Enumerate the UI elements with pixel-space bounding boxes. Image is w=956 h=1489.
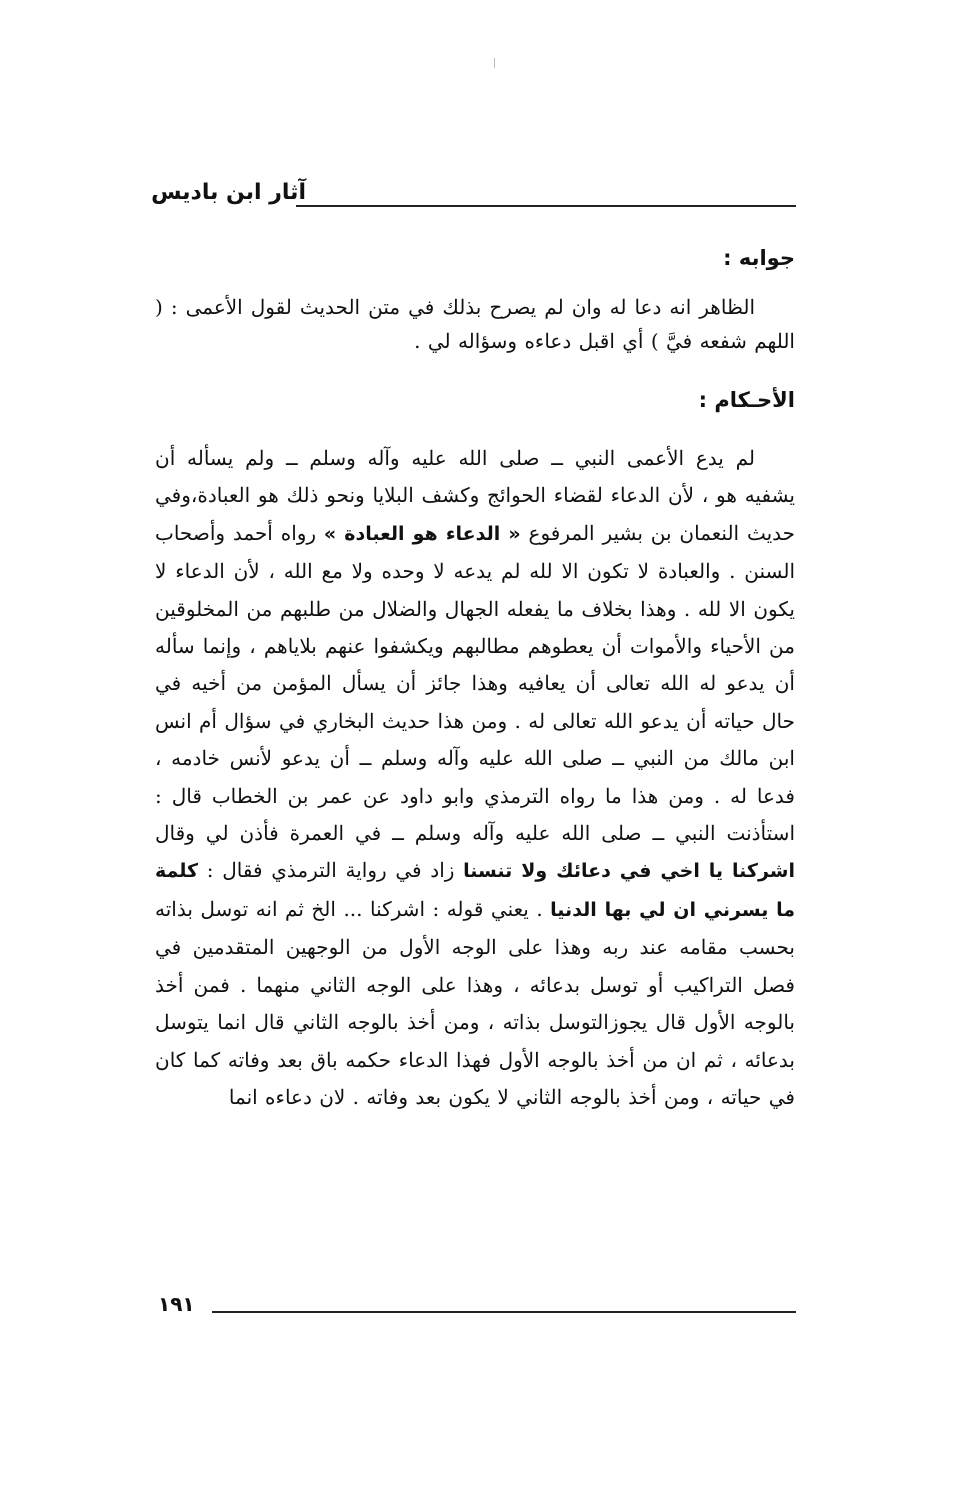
rulings-text-4: . يعني قوله : اشركنا ... الخ ثم انه توسل بذاته بحسب مقامه عند ربه وهذا على الوجه الأول من الوجهين المتقدمين في فصل التراكيب أو توسل بدعائه ، وهذا على الوجه الثاني منهما . فمن أخذ بالوجه الأول قال يجوزالتوسل بذاته ، ومن أخذ بالوجه الثاني قال انما يتوسل بدعائه ، ثم ان من أخذ بالوجه الأول فهذا الدعاء حكمه باق بعد وفاته كما كان في حياته ، ومن أخذ بالوجه الثاني لا يكون بعد وفاته . لان دعاءه انما <box>155 896 795 1109</box>
page-body <box>155 238 795 1116</box>
rulings-text-1: لم يدع الأعمى النبي ــ صلى الله عليه وآله وسلم ــ ولم يسأله أن يشفيه هو ، لأن الدعاء لقضاء الحوائج وكشف البلايا ونحو ذلك هو العبادة،وفي حديث النعمان بن بشير المرفوع <box>155 446 796 545</box>
answer-heading: جوابه : <box>723 246 795 270</box>
page-header <box>150 178 796 212</box>
rulings-text-3: زاد في رواية الترمذي فقال : <box>198 858 464 883</box>
bold-phrase-2: كلمة ما يسرني ان لي بها الدنيا <box>155 860 795 921</box>
page-footer <box>150 1290 796 1320</box>
answer-paragraph: الظاهر انه دعا له وان لم يصرح بذلك في متن الحديث لقول الأعمى : ( اللهم شفعه فيَّ ) أي اقبل دعاءه وسؤاله لي . <box>155 295 795 353</box>
footer-rule <box>212 1311 796 1313</box>
hadith-quote: « الدعاء هو العبادة » <box>323 522 521 545</box>
rulings-paragraph <box>155 440 795 1116</box>
scan-mark <box>494 58 495 68</box>
header-rule <box>296 205 796 207</box>
rulings-text-2: رواه أحمد وأصحاب السنن . والعبادة لا تكون الا لله لم يدعه لا وحده ولا مع الله ، لأن الدعاء لا يكون الا لله . وهذا بخلاف ما يفعله الجهال والضلال من طلبهم من المخلوقين من الأحياء والأموات أن يعطوهم مطالبهم ويكشفوا عنهم بلاياهم ، وإنما سأله أن يدعو له الله تعالى أن يعافيه وهذا جائز أن يسأل المؤمن من أخيه في حال حياته أن يدعو الله تعالى له . ومن هذا حديث البخاري في سؤال أم انس ابن مالك من النبي ــ صلى الله عليه وآله وسلم ــ أن يدعو لأنس خادمه ، فدعا له . ومن هذا ما رواه الترمذي وابو داود عن عمر بن الخطاب قال : استأذنت النبي ــ صلى الله عليه وآله وسلم ــ في العمرة فأذن لي وقال <box>155 520 795 846</box>
bold-phrase-1: اشركنا يا اخي في دعائك ولا تنسنا <box>463 860 795 883</box>
running-title: آثار ابن باديس <box>151 180 306 205</box>
page-number: ١٩١ <box>158 1292 195 1316</box>
rulings-heading: الأحـكام : <box>698 388 795 412</box>
